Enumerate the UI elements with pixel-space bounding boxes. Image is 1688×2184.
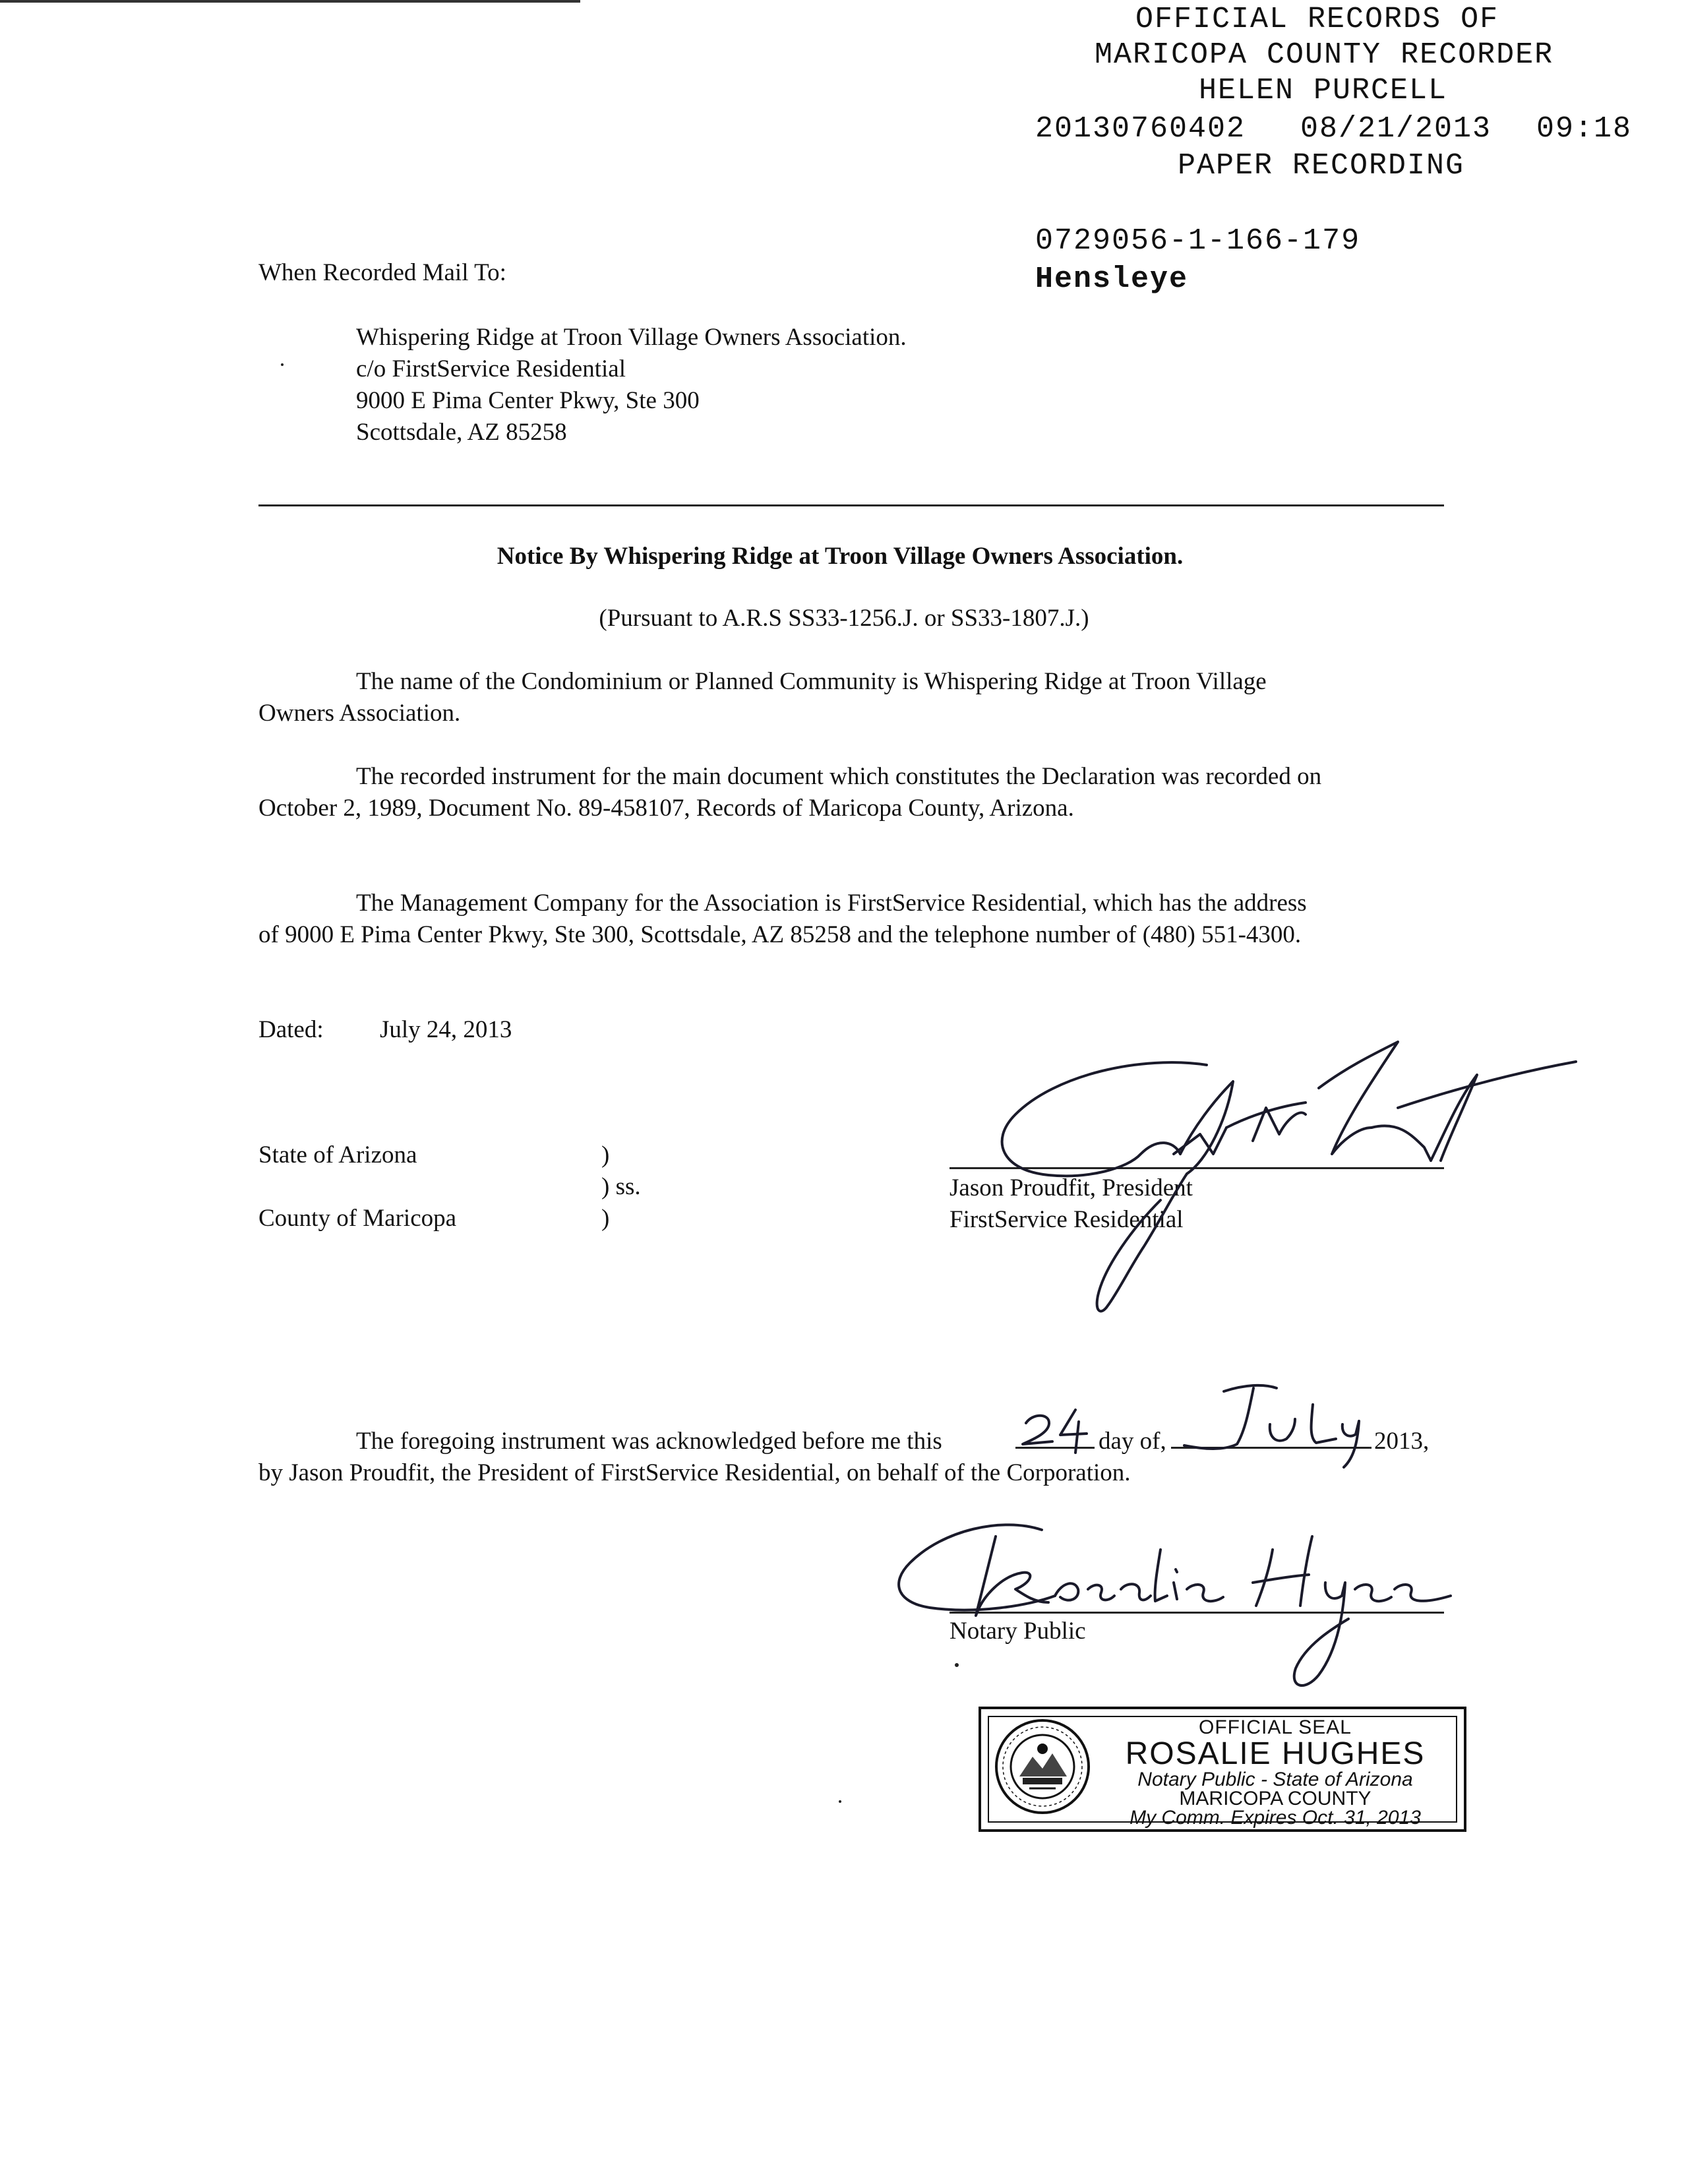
mail-to-city: Scottsdale, AZ 85258 — [356, 419, 567, 446]
signer-company: FirstService Residential — [950, 1206, 1184, 1233]
mail-to-street: 9000 E Pima Center Pkwy, Ste 300 — [356, 387, 700, 414]
para-management-line-1: The Management Company for the Association is FirstService Residential, which has the address — [356, 890, 1307, 917]
signer-signature — [976, 1029, 1582, 1319]
recorder-line-1: OFFICIAL RECORDS OF — [1135, 3, 1499, 36]
statute-reference-text: (Pursuant to A.R.S SS33-1256.J. or SS33-1807.J.) — [599, 605, 1089, 632]
venue-ss: ) ss. — [601, 1173, 641, 1200]
recording-clerk: Hensleye — [1035, 262, 1189, 296]
scan-speck — [955, 1663, 959, 1667]
seal-heading: OFFICIAL SEAL — [1199, 1716, 1352, 1738]
notary-seal-text — [1093, 1717, 1457, 1828]
recorder-line-3: HELEN PURCELL — [1199, 74, 1448, 107]
venue-paren-1: ) — [601, 1141, 610, 1168]
mail-to-care-of: c/o FirstService Residential — [356, 355, 626, 382]
ack-month-handwritten — [1171, 1378, 1382, 1471]
dated-value: July 24, 2013 — [380, 1016, 512, 1043]
seal-notary-name: ROSALIE HUGHES — [1125, 1736, 1426, 1771]
mail-to-name: Whispering Ridge at Troon Village Owners Association. — [356, 324, 907, 351]
recording-doc-number: 20130760402 — [1035, 112, 1246, 146]
dated-label: Dated: — [258, 1016, 324, 1043]
scan-speck — [281, 363, 284, 366]
signer-name-title: Jason Proudfit, President — [950, 1174, 1193, 1201]
ack-year: 2013, — [1374, 1428, 1430, 1455]
recording-ref-number: 0729056-1-166-179 — [1035, 224, 1361, 258]
header-divider — [258, 504, 1444, 506]
venue-paren-2: ) — [601, 1205, 610, 1232]
arizona-state-seal-icon — [993, 1717, 1092, 1816]
notary-seal — [979, 1707, 1466, 1832]
scan-speck — [839, 1800, 841, 1803]
venue-county: County of Maricopa — [258, 1205, 457, 1232]
notice-title-text: Notice By Whispering Ridge at Troon Village Owners Association. — [497, 543, 1184, 570]
seal-commission-expiry: My Comm. Expires Oct. 31, 2013 — [1130, 1807, 1421, 1829]
ack-line-2: by Jason Proudfit, the President of FirstService Residential, on behalf of the Corporation. — [258, 1459, 1131, 1486]
notary-label: Notary Public — [950, 1618, 1086, 1645]
scan-edge-line — [0, 0, 580, 3]
para-declaration-line-2: October 2, 1989, Document No. 89-458107, Records of Maricopa County, Arizona. — [258, 795, 1074, 822]
para-community-line-2: Owners Association. — [258, 700, 461, 727]
para-management-line-2: of 9000 E Pima Center Pkwy, Ste 300, Scottsdale, AZ 85258 and the telephone number of (480) 551-4300. — [258, 921, 1302, 948]
notice-title — [0, 541, 1688, 572]
statute-reference — [0, 603, 1688, 634]
recording-time: 09:18 — [1536, 112, 1633, 146]
seal-county: MARICOPA COUNTY — [1179, 1788, 1372, 1809]
ack-day-of: day of, — [1099, 1428, 1166, 1455]
recorder-line-5: PAPER RECORDING — [1178, 149, 1465, 183]
ack-text-1: The foregoing instrument was acknowledged before me this — [356, 1428, 942, 1455]
ack-day-handwritten — [1013, 1403, 1105, 1456]
para-community-line-1: The name of the Condominium or Planned Community is Whispering Ridge at Troon Village — [356, 668, 1267, 695]
recording-date: 08/21/2013 — [1300, 112, 1492, 146]
mail-to-label: When Recorded Mail To: — [258, 259, 506, 286]
para-declaration-line-1: The recorded instrument for the main document which constitutes the Declaration was recorded on — [356, 763, 1322, 790]
recorder-line-2: MARICOPA COUNTY RECORDER — [1095, 38, 1554, 72]
venue-state: State of Arizona — [258, 1141, 417, 1168]
seal-notary-title: Notary Public - State of Arizona — [1137, 1769, 1413, 1790]
notary-signature — [884, 1497, 1464, 1695]
